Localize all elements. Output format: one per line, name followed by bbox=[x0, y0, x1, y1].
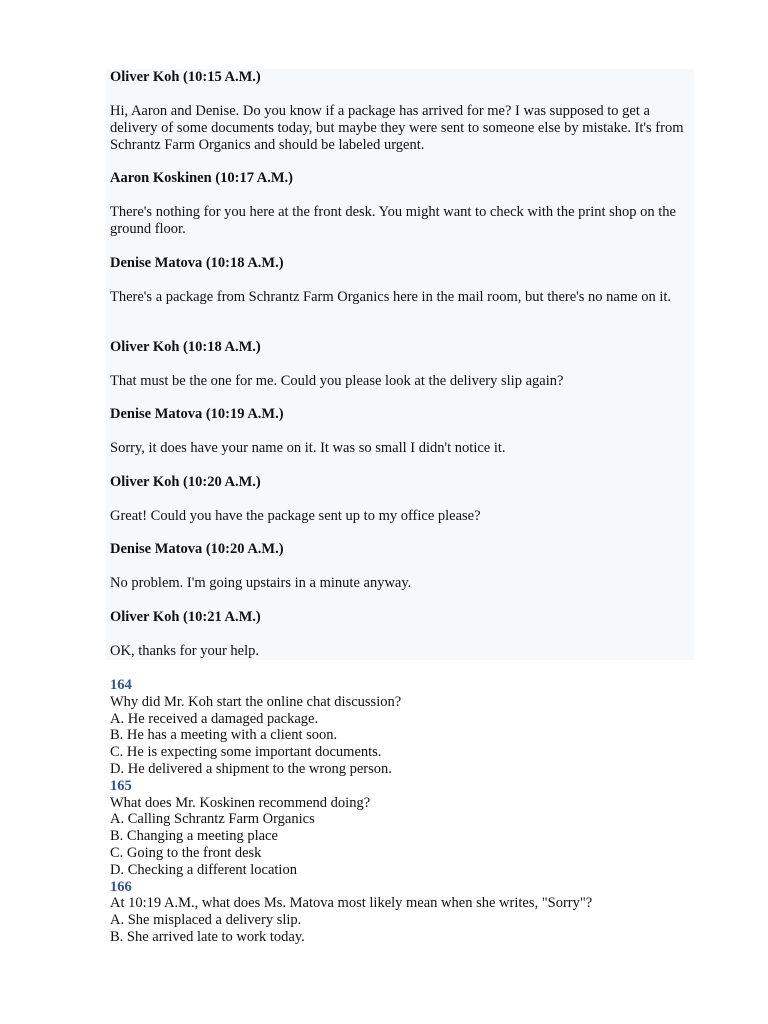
chat-text: No problem. I'm going upstairs in a minute anyway. bbox=[110, 575, 412, 591]
question-text: Why did Mr. Koh start the online chat discussion? bbox=[110, 693, 402, 710]
chat-message bbox=[110, 255, 692, 306]
question-164 bbox=[110, 677, 710, 778]
question-number: 164 bbox=[110, 677, 132, 693]
answer-option: C. He is expecting some important documents. bbox=[110, 744, 382, 761]
question-number: 165 bbox=[110, 777, 132, 794]
chat-sender: Denise Matova (10:19 A.M.) bbox=[110, 406, 284, 422]
chat-sender: Denise Matova (10:18 A.M.) bbox=[110, 255, 284, 271]
answer-option: B. He has a meeting with a client soon. bbox=[110, 727, 338, 744]
chat-text: That must be the one for me. Could you please look at the delivery slip again? bbox=[110, 373, 564, 389]
answer-option: A. She misplaced a delivery slip. bbox=[110, 912, 302, 929]
chat-sender: Oliver Koh (10:20 A.M.) bbox=[110, 474, 261, 490]
chat-message bbox=[110, 541, 692, 592]
chat-text: There's a package from Schrantz Farm Organics here in the mail room, but there's no name on it. bbox=[110, 289, 672, 305]
answer-option: A. Calling Schrantz Farm Organics bbox=[110, 811, 315, 828]
chat-text: OK, thanks for your help. bbox=[110, 643, 260, 659]
chat-text: Great! Could you have the package sent up to my office please? bbox=[110, 508, 481, 524]
answer-option: B. Changing a meeting place bbox=[110, 828, 278, 845]
question-165 bbox=[110, 778, 710, 879]
question-list bbox=[110, 677, 710, 946]
chat-transcript bbox=[106, 69, 694, 660]
question-text: What does Mr. Koskinen recommend doing? bbox=[110, 794, 371, 811]
chat-sender: Oliver Koh (10:18 A.M.) bbox=[110, 339, 261, 355]
question-number: 166 bbox=[110, 878, 132, 895]
chat-message bbox=[110, 406, 692, 457]
chat-message bbox=[110, 474, 692, 525]
chat-sender: Aaron Koskinen (10:17 A.M.) bbox=[110, 170, 294, 186]
chat-sender: Oliver Koh (10:15 A.M.) bbox=[110, 69, 261, 85]
chat-text: Hi, Aaron and Denise. Do you know if a package has arrived for me? I was supposed to get a delivery of some documents today, but maybe they were sent to someone else by mistake. It's from Schrantz Farm Organics and should be labeled urgent. bbox=[110, 103, 684, 153]
answer-option: C. Going to the front desk bbox=[110, 844, 262, 861]
question-text: At 10:19 A.M., what does Ms. Matova most likely mean when she writes, "Sorry"? bbox=[110, 895, 593, 912]
chat-message bbox=[110, 609, 692, 660]
chat-message bbox=[110, 339, 692, 390]
answer-option: A. He received a damaged package. bbox=[110, 710, 319, 727]
chat-sender: Oliver Koh (10:21 A.M.) bbox=[110, 609, 261, 625]
answer-option: B. She arrived late to work today. bbox=[110, 928, 305, 945]
chat-message bbox=[110, 69, 692, 154]
chat-text: There's nothing for you here at the front desk. You might want to check with the print shop on the ground floor. bbox=[110, 204, 676, 237]
answer-option: D. He delivered a shipment to the wrong person. bbox=[110, 760, 392, 777]
answer-option: D. Checking a different location bbox=[110, 861, 297, 878]
chat-text: Sorry, it does have your name on it. It was so small I didn't notice it. bbox=[110, 440, 506, 456]
chat-message bbox=[110, 170, 692, 238]
question-166 bbox=[110, 879, 710, 946]
chat-sender: Denise Matova (10:20 A.M.) bbox=[110, 541, 284, 557]
